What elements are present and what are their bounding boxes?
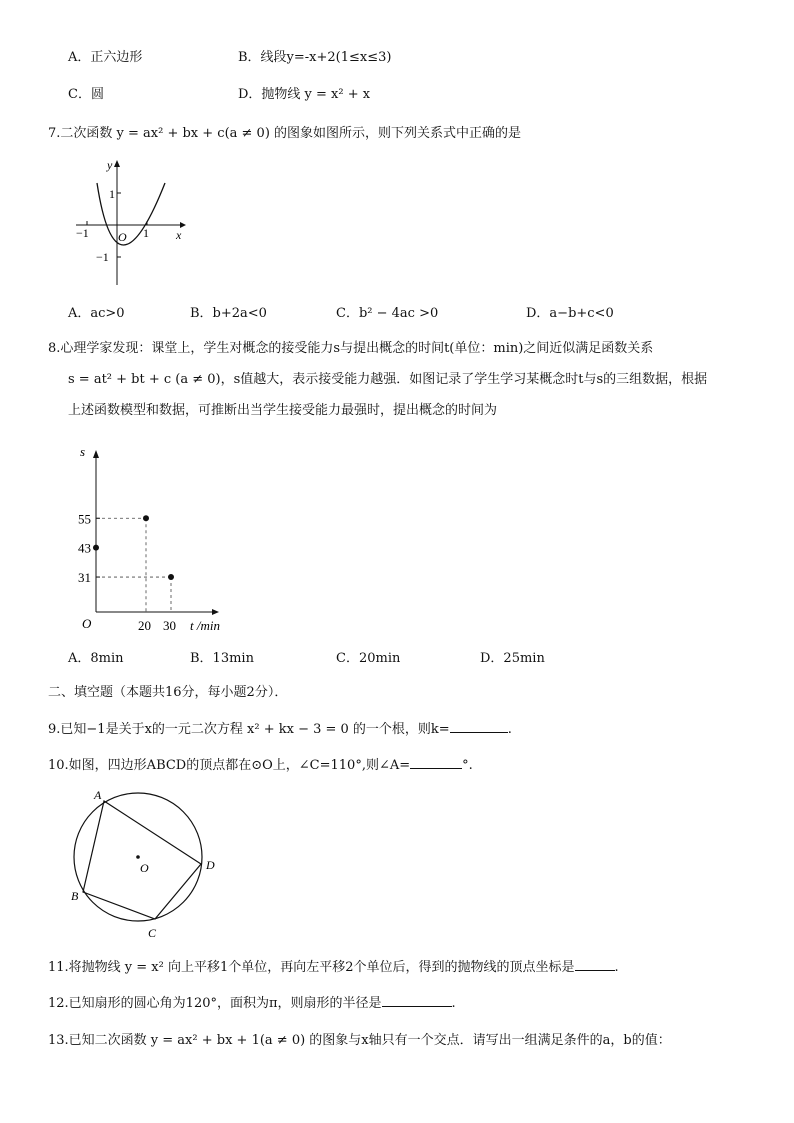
q10-answer-blank[interactable] <box>410 756 462 769</box>
q8-stem-line2: s = at² + bt + c (a ≠ 0)，s值越大，表示接受能力越强．如图记录了学生学习某概念时t与s的三组数据，根据 <box>68 372 708 387</box>
q9-tail: . <box>507 722 512 737</box>
q8-ytick-label-1: 55 <box>78 511 91 527</box>
q9-answer-blank[interactable] <box>450 720 508 733</box>
q7-label-1y: 1 <box>109 187 115 201</box>
q7-label-1x: 1 <box>143 226 149 240</box>
q8-xlabel: t /min <box>190 618 220 633</box>
q8-xtick-label-0: 20 <box>138 618 151 633</box>
q10-label-o: O <box>140 861 149 875</box>
q7-parabola-graph <box>70 155 195 290</box>
q12-answer-blank[interactable] <box>382 994 452 1007</box>
q8-scatter-chart <box>70 436 240 636</box>
q7-parabola-curve <box>97 183 165 245</box>
q10-label-c: C <box>148 926 157 940</box>
q11-text: 11.将抛物线 y = x² 向上平移1个单位，再向左平移2个单位后，得到的抛物线的顶点坐标是 <box>48 960 575 975</box>
q7-y-arrow <box>114 160 120 167</box>
q10-label-a: A <box>94 788 102 802</box>
q8-origin-label: O <box>82 616 92 631</box>
q12-tail: . <box>451 996 456 1011</box>
q7-label-o: O <box>118 230 127 244</box>
q10-circle-figure <box>66 785 226 945</box>
q7-option-d: D．a−b+c<0 <box>526 306 614 321</box>
q8-xtick-label-1: 30 <box>163 618 176 633</box>
q9-text: 9.已知−1是关于x的一元二次方程 x² + kx − 3 = 0 的一个根，则k= <box>48 722 450 737</box>
q8-point-0 <box>93 545 99 551</box>
q7-label-x: x <box>176 228 182 242</box>
q8-stem-line1: 8.心理学家发现：课堂上，学生对概念的接受能力s与提出概念的时间t(单位：min)之间近似满足函数关系 <box>48 341 654 356</box>
q10 <box>48 756 473 776</box>
q8-ylabel: s <box>80 444 86 459</box>
q8-y-arrow <box>93 450 99 458</box>
q12 <box>48 994 456 1014</box>
q7-option-a: A．ac>0 <box>68 306 125 321</box>
q7-option-c: C．b² − 4ac >0 <box>336 306 439 321</box>
q8-option-b: B．13min <box>190 651 254 666</box>
q13-text: 13.已知二次函数 y = ax² + bx + 1(a ≠ 0) 的图象与x轴只有一个交点．请写出一组满足条件的a，b的值： <box>48 1033 671 1048</box>
q8-option-c: C．20min <box>336 651 401 666</box>
q8-ytick-label-2: 31 <box>78 570 91 586</box>
q7-stem: 7.二次函数 y = ax² + bx + c(a ≠ 0) 的图象如图所示，则下列关系式中正确的是 <box>48 126 522 141</box>
q12-text: 12.已知扇形的圆心角为120°，面积为π，则扇形的半径是 <box>48 996 382 1011</box>
q7-label-neg1x: −1 <box>76 226 89 240</box>
q10-center-dot <box>136 855 140 859</box>
q9 <box>48 720 512 740</box>
q8-ytick-label-0: 43 <box>78 540 91 556</box>
q11-tail: . <box>614 960 619 975</box>
q11-answer-blank[interactable] <box>575 958 615 971</box>
q7-label-neg1y: −1 <box>96 250 109 264</box>
q8-stem-line3: 上述函数模型和数据，可推断出当学生接受能力最强时，提出概念的时间为 <box>68 403 498 418</box>
q8-x-arrow <box>212 609 219 615</box>
section2-heading: 二、填空题（本题共16分，每小题2分）． <box>48 685 288 700</box>
q6-option-d: D．抛物线 y = x² + x <box>238 87 371 102</box>
q10-quadrilateral <box>83 801 201 919</box>
q10-label-b: B <box>71 889 79 903</box>
q8-option-a: A．8min <box>68 651 124 666</box>
q6-option-a: A．正六边形 <box>68 50 143 65</box>
q11 <box>48 958 619 978</box>
q10-tail: °. <box>462 758 473 773</box>
q8-point-1 <box>143 515 149 521</box>
q10-label-d: D <box>206 858 215 872</box>
q8-point-2 <box>168 574 174 580</box>
q10-text: 10.如图，四边形ABCD的顶点都在⊙O上，∠C=110°,则∠A= <box>48 758 411 773</box>
q7-label-y: y <box>107 158 113 172</box>
q8-option-d: D．25min <box>480 651 545 666</box>
q6-option-b: B．线段y=-x+2(1≤x≤3) <box>238 50 392 65</box>
q6-option-c: C．圆 <box>68 87 104 102</box>
q7-option-b: B．b+2a<0 <box>190 306 267 321</box>
